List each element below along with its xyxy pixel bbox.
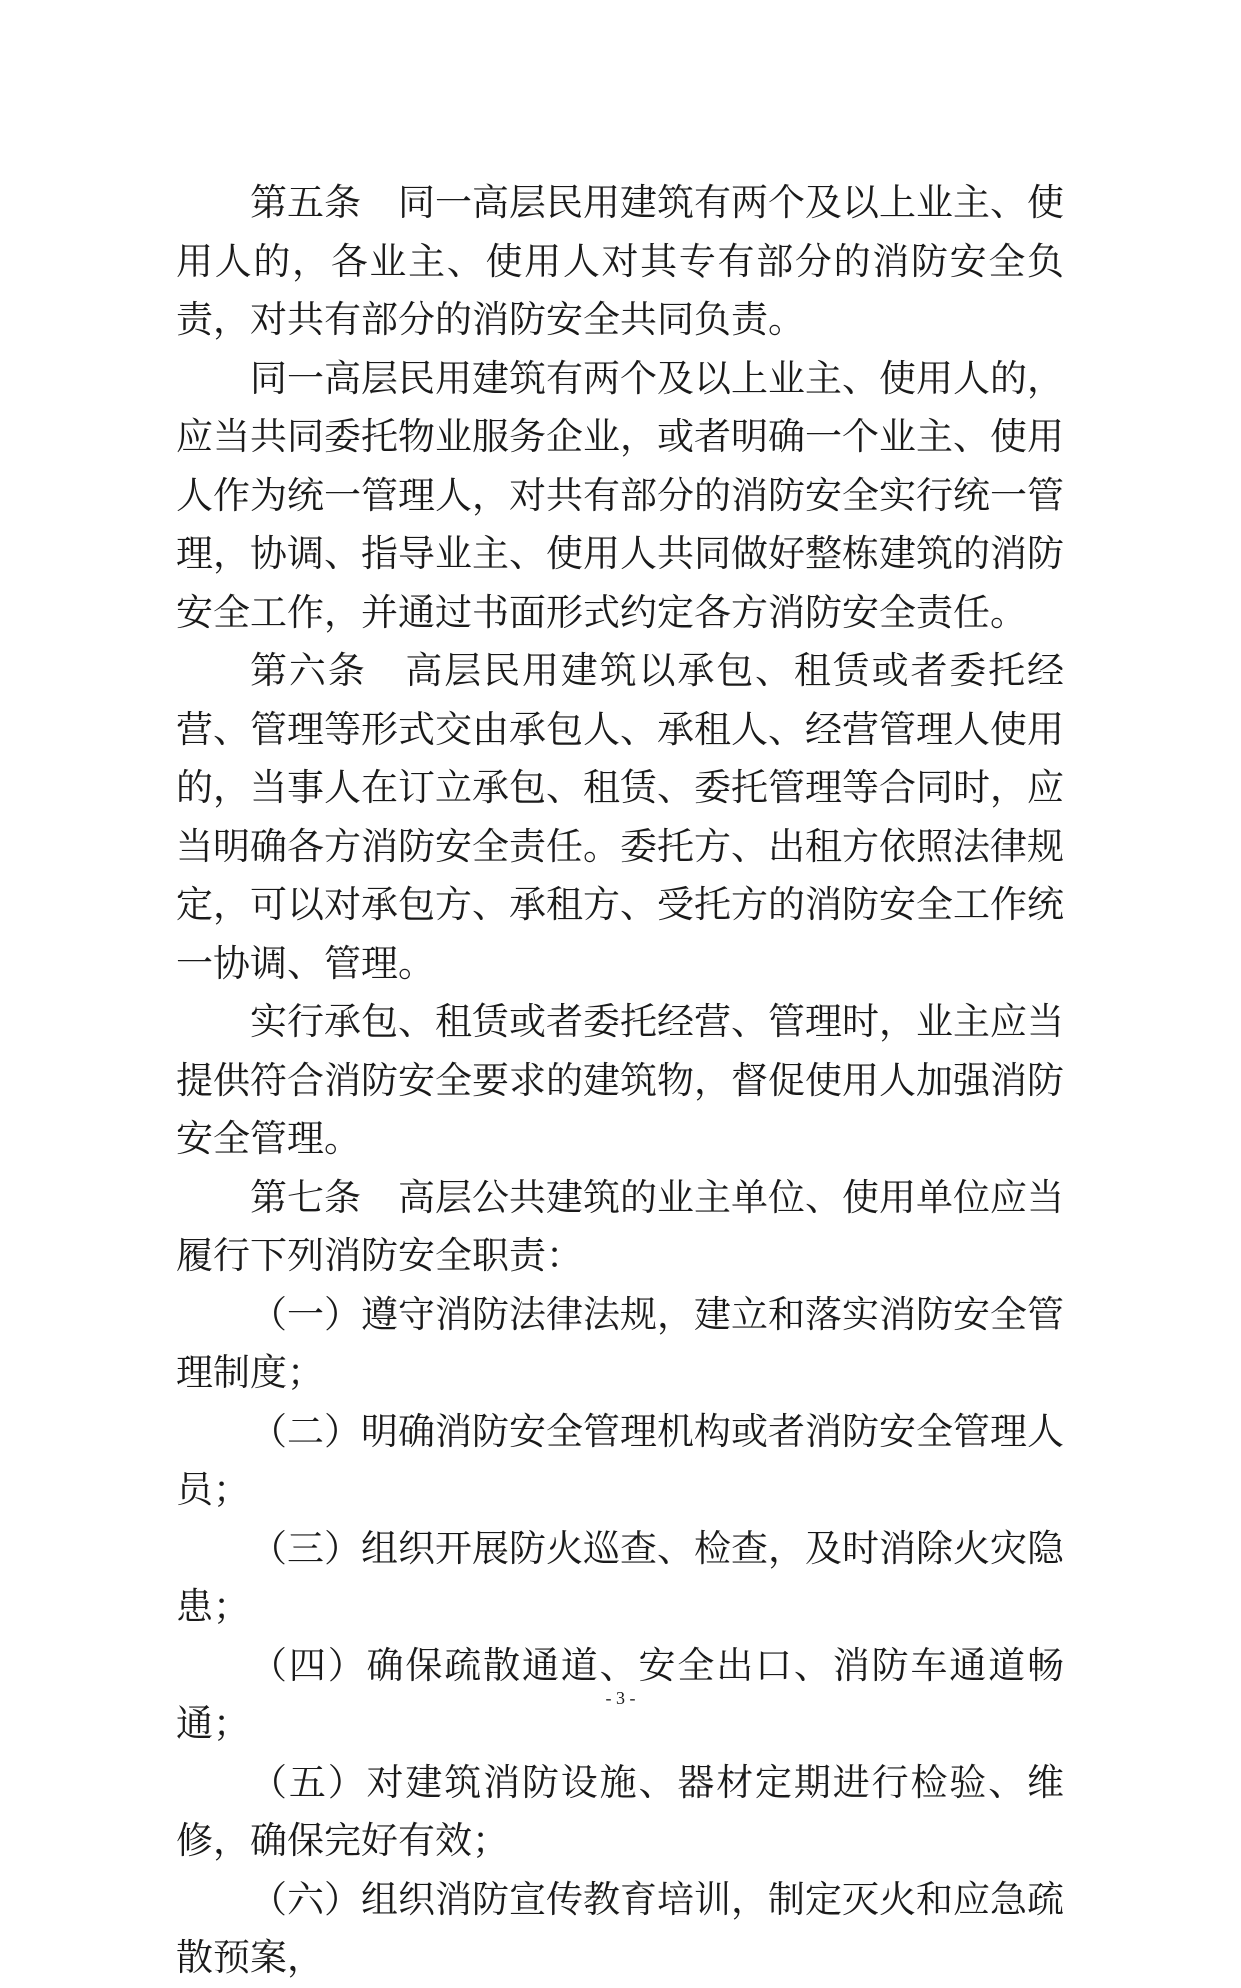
paragraph-article-5-clause-2: 同一高层民用建筑有两个及以上业主、使用人的，应当共同委托物业服务企业，或者明确一个业主、使用人作为统一管理人，对共有部分的消防安全实行统一管理，协调、指导业主、使用人共同做好整栋建筑的消防安全工作，并通过书面形式约定各方消防安全责任。 — [176, 356, 1064, 634]
paragraph-article-7: 第七条 高层公共建筑的业主单位、使用单位应当履行下列消防安全职责： — [176, 1175, 1064, 1277]
paragraph-article-6-clause-2: 实行承包、租赁或者委托经营、管理时，业主应当提供符合消防安全要求的建筑物，督促使用人加强消防安全管理。 — [176, 1000, 1064, 1160]
paragraph-article-6: 第六条 高层民用建筑以承包、租赁或者委托经营、管理等形式交由承包人、承租人、经营管理人使用的，当事人在订立承包、租赁、委托管理等合同时，应当明确各方消防安全责任。委托方、出租方依照法律规定，可以对承包方、承租方、受托方的消防安全工作统一协调、管理。 — [176, 649, 1064, 985]
list-item-1: （一）遵守消防法律法规，建立和落实消防安全管理制度； — [176, 1292, 1064, 1394]
list-item-6: （六）组织消防宣传教育培训，制定灭火和应急疏散预案， — [176, 1877, 1064, 1979]
list-item-2: （二）明确消防安全管理机构或者消防安全管理人员； — [176, 1409, 1064, 1511]
page-number: - 3 - — [605, 1688, 636, 1708]
document-body — [176, 174, 1064, 1988]
list-item-3: （三）组织开展防火巡查、检查，及时消除火灾隐患； — [176, 1526, 1064, 1628]
list-item-4: （四）确保疏散通道、安全出口、消防车通道畅通； — [176, 1643, 1064, 1745]
list-item-5: （五）对建筑消防设施、器材定期进行检验、维修，确保完好有效； — [176, 1760, 1064, 1862]
paragraph-article-5: 第五条 同一高层民用建筑有两个及以上业主、使用人的，各业主、使用人对其专有部分的消防安全负责，对共有部分的消防安全共同负责。 — [176, 181, 1064, 341]
